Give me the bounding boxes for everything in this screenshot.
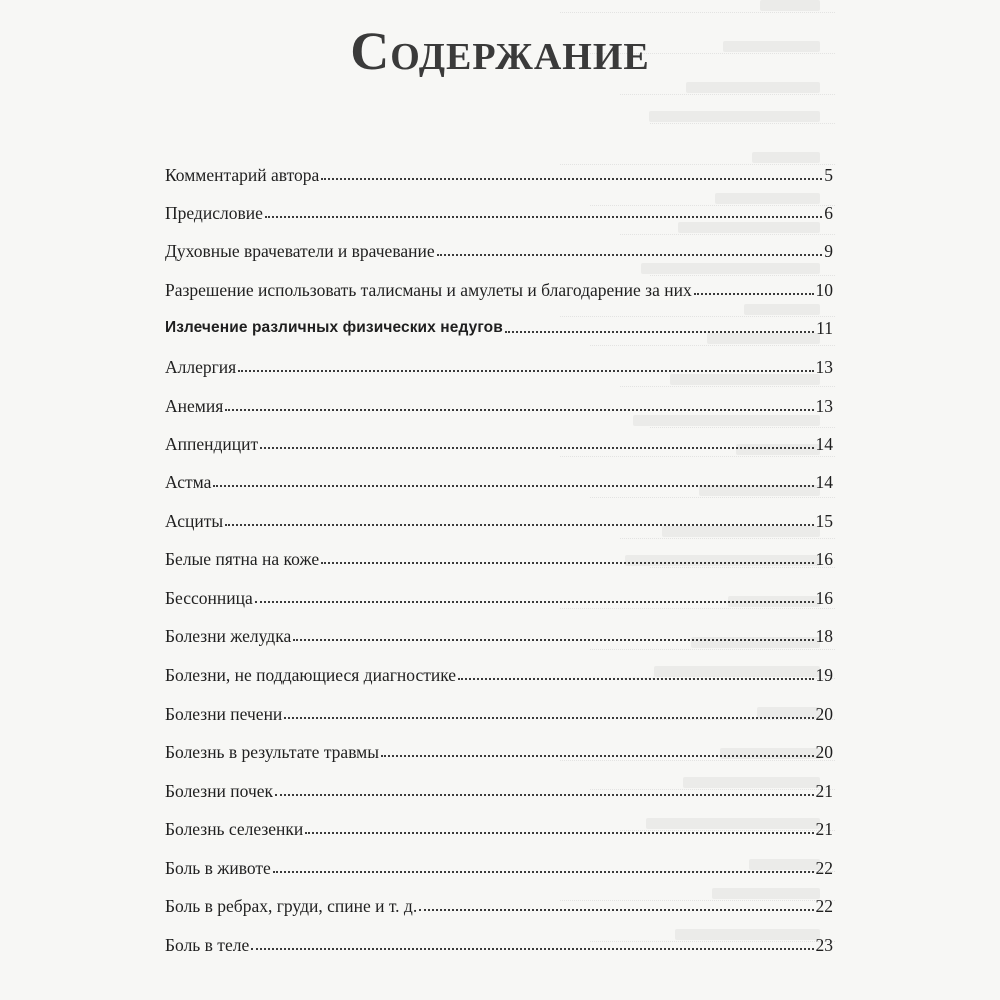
dot-leader xyxy=(284,717,813,719)
dot-leader xyxy=(381,755,814,757)
toc-entry-title: Бессонница xyxy=(165,588,253,608)
dot-leader xyxy=(225,409,813,411)
toc-entry-title: Разрешение использовать талисманы и амулеты и благодарение за них xyxy=(165,280,692,300)
toc-entry-page-number: 11 xyxy=(816,318,833,338)
dot-leader xyxy=(238,370,813,372)
toc-entry-page-number: 19 xyxy=(815,665,833,685)
toc-entry-page-number: 6 xyxy=(824,203,833,223)
dot-leader xyxy=(273,871,814,873)
dot-leader xyxy=(321,178,822,180)
bleed-line xyxy=(590,497,835,498)
toc-entry xyxy=(165,236,833,262)
toc-entry xyxy=(165,699,833,725)
bleed-line xyxy=(620,538,835,539)
bleed-line xyxy=(650,427,835,428)
dot-leader xyxy=(213,485,813,487)
toc-entry-page-number: 9 xyxy=(824,241,833,261)
toc-entry-page-number: 22 xyxy=(815,858,833,878)
dot-leader xyxy=(305,832,813,834)
toc-entry-title: Болезни печени xyxy=(165,704,283,724)
toc-entry xyxy=(165,853,833,879)
toc-entry xyxy=(165,429,833,455)
toc-entry-title: Боль в животе xyxy=(165,858,271,878)
toc-entry-page-number: 20 xyxy=(815,704,833,724)
toc-entry-page-number: 18 xyxy=(815,626,833,646)
toc-entry-title: Предисловие xyxy=(165,203,263,223)
toc-entry-title: Анемия xyxy=(165,396,224,416)
bleed-line xyxy=(650,123,835,124)
toc-entry-page-number: 13 xyxy=(815,396,833,416)
dot-leader xyxy=(275,794,813,796)
toc-entry-title: Комментарий автора xyxy=(165,165,320,185)
toc-entry-page-number: 15 xyxy=(815,511,833,531)
toc-entry-page-number: 23 xyxy=(815,935,833,955)
toc-entry xyxy=(165,544,833,570)
bleed-text xyxy=(686,82,820,93)
toc-entry xyxy=(165,737,833,763)
toc-entry-title: Астма xyxy=(165,472,212,492)
toc-entry xyxy=(165,506,833,532)
toc-entry-page-number: 21 xyxy=(815,819,833,839)
toc-entry xyxy=(165,391,833,417)
toc-entry-title: Асциты xyxy=(165,511,224,531)
toc-entry xyxy=(165,352,833,378)
toc-entry-page-number: 16 xyxy=(815,588,833,608)
toc-entry xyxy=(165,275,833,301)
toc-entry-title: Болезнь селезенки xyxy=(165,819,304,839)
bleed-line xyxy=(620,234,835,235)
toc-section-heading xyxy=(165,313,833,339)
toc-entry xyxy=(165,891,833,917)
toc-entry-page-number: 22 xyxy=(815,896,833,916)
bleed-line xyxy=(590,649,835,650)
bleed-text xyxy=(760,0,820,11)
toc-entry-page-number: 16 xyxy=(815,549,833,569)
dot-leader xyxy=(260,447,813,449)
toc-entry-title: Аллергия xyxy=(165,357,237,377)
toc-entry-title: Боль в ребрах, груди, спине и т. д. xyxy=(165,896,418,916)
toc-entry xyxy=(165,930,833,956)
dot-leader xyxy=(437,254,823,256)
toc-entry xyxy=(165,621,833,647)
dot-leader xyxy=(225,524,813,526)
toc-entry-page-number: 14 xyxy=(815,434,833,454)
bleed-line xyxy=(620,386,835,387)
toc-entry-title: Излечение различных физических недугов xyxy=(165,319,503,336)
toc-entry xyxy=(165,660,833,686)
toc-entry-title: Болезни почек xyxy=(165,781,274,801)
dot-leader xyxy=(265,216,822,218)
toc-entry-title: Духовные врачеватели и врачевание xyxy=(165,241,435,261)
page-title: Содержание xyxy=(350,21,650,81)
toc-entry-page-number: 14 xyxy=(815,472,833,492)
dot-leader xyxy=(255,601,814,603)
dot-leader xyxy=(251,948,813,950)
bleed-line xyxy=(620,94,835,95)
bleed-text xyxy=(641,263,820,274)
toc-entry-title: Болезни, не поддающиеся диагностике xyxy=(165,665,457,685)
toc-entry-title: Болезнь в результате травмы xyxy=(165,742,379,762)
toc-entry xyxy=(165,814,833,840)
toc-entry-page-number: 20 xyxy=(815,742,833,762)
dot-leader xyxy=(293,639,813,641)
toc-entry-page-number: 5 xyxy=(824,165,833,185)
toc-entry xyxy=(165,583,833,609)
dot-leader xyxy=(458,678,813,680)
dot-leader xyxy=(419,909,813,911)
toc-entry-page-number: 21 xyxy=(815,781,833,801)
toc-entry-title: Аппендицит xyxy=(165,434,259,454)
toc-entry xyxy=(165,198,833,224)
toc-entry-page-number: 10 xyxy=(815,280,833,300)
toc-entry xyxy=(165,467,833,493)
toc-entry-title: Белые пятна на коже xyxy=(165,549,320,569)
bleed-line xyxy=(560,12,835,13)
toc-entry xyxy=(165,776,833,802)
toc-entry-title: Боль в теле xyxy=(165,935,250,955)
dot-leader xyxy=(505,331,814,333)
bleed-line xyxy=(590,345,835,346)
dot-leader xyxy=(694,293,814,295)
bleed-text xyxy=(649,111,820,122)
toc-entry-title: Болезни желудка xyxy=(165,626,292,646)
bleed-line xyxy=(560,456,835,457)
toc-entry xyxy=(165,160,833,186)
dot-leader xyxy=(321,562,813,564)
toc-entry-page-number: 13 xyxy=(815,357,833,377)
